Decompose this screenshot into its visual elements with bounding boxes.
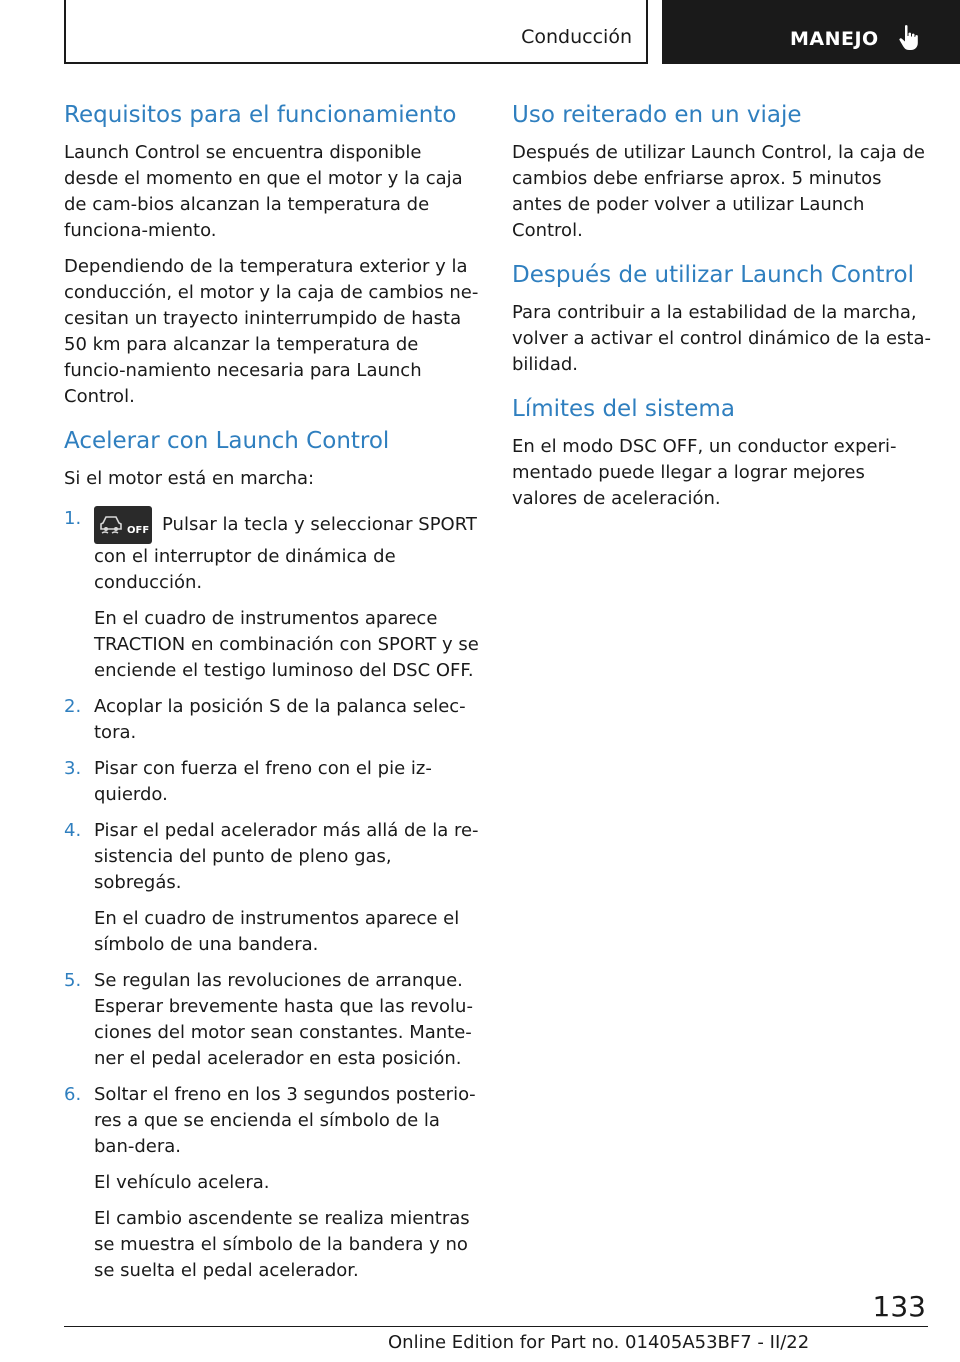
step-1-text-2: En el cuadro de instrumentos aparece TRACTION en combinación con SPORT y se enciende el testigo luminoso del DSC OFF. bbox=[94, 608, 479, 681]
step-2 bbox=[64, 694, 480, 746]
step-3 bbox=[64, 756, 480, 808]
step-4 bbox=[64, 818, 480, 958]
hand-pointer-icon bbox=[898, 24, 920, 52]
after-use-heading: Después de utilizar Launch Control bbox=[512, 262, 914, 288]
step-6 bbox=[64, 1082, 480, 1284]
header-chapter-box bbox=[662, 0, 960, 64]
footer-divider bbox=[64, 1326, 928, 1327]
right-column bbox=[512, 98, 932, 526]
step-2-text-1: Acoplar la posición S de la palanca selec‐tora. bbox=[94, 696, 466, 743]
repeated-use-text: Después de utilizar Launch Control, la caja de cambios debe enfriarse aprox. 5 minutos antes de poder volver a utilizar Launch Control. bbox=[512, 142, 925, 241]
accelerate-intro: Si el motor está en marcha: bbox=[64, 468, 315, 489]
step-5-text-1: Se regulan las revoluciones de arranque. Esperar brevemente hasta que las revolu‐ciones del motor sean constantes. Mante‐ner el pedal acelerador en esta posición. bbox=[94, 970, 473, 1069]
after-use-section bbox=[512, 258, 932, 378]
edition-text: Online Edition for Part no. 01405A53BF7 - II/22 bbox=[388, 1332, 810, 1353]
step-3-text-1: Pisar con fuerza el freno con el pie iz‐quierdo. bbox=[94, 758, 432, 805]
step-number: 3. bbox=[64, 758, 82, 779]
header-section-box bbox=[64, 0, 648, 64]
step-6-text-2: El vehículo acelera. bbox=[94, 1172, 270, 1193]
step-number: 2. bbox=[64, 696, 82, 717]
header-section-title: Conducción bbox=[521, 26, 632, 48]
page-number: 133 bbox=[872, 1290, 926, 1323]
step-6-text-3: El cambio ascendente se realiza mientras se muestra el símbolo de la bandera y no se suelta el pedal acelerador. bbox=[94, 1208, 470, 1281]
system-limits-text: En el modo DSC OFF, un conductor experi‐mentado puede llegar a lograr mejores valores de aceleración. bbox=[512, 436, 897, 509]
header-chapter-title: MANEJO bbox=[790, 28, 879, 50]
dsc-off-button-icon bbox=[94, 506, 152, 544]
step-number: 1. bbox=[64, 508, 82, 529]
step-4-text-1: Pisar el pedal acelerador más allá de la re‐sistencia del punto de pleno gas, sobregás. bbox=[94, 820, 479, 893]
left-column bbox=[64, 98, 480, 1298]
after-use-text: Para contribuir a la estabilidad de la marcha, volver a activar el control dinámico de la esta‐bilidad. bbox=[512, 302, 932, 375]
repeated-use-section bbox=[512, 98, 932, 244]
dsc-car-skid-icon bbox=[98, 513, 124, 537]
requirements-section bbox=[64, 98, 480, 410]
step-number: 4. bbox=[64, 820, 82, 841]
repeated-use-heading: Uso reiterado en un viaje bbox=[512, 102, 802, 128]
dsc-off-label: OFF bbox=[127, 525, 150, 536]
system-limits-section bbox=[512, 392, 932, 512]
step-1 bbox=[64, 506, 480, 684]
step-number: 6. bbox=[64, 1084, 82, 1105]
step-number: 5. bbox=[64, 970, 82, 991]
requirements-paragraph-2: Dependiendo de la temperatura exterior y la conducción, el motor y la caja de cambios ne‐cesitan un trayecto ininterrumpido de hasta 50 km para alcanzar la temperatura de funcio‐namiento necesaria para Launch Control. bbox=[64, 256, 479, 407]
system-limits-heading: Límites del sistema bbox=[512, 396, 735, 422]
step-5 bbox=[64, 968, 480, 1072]
accelerate-section bbox=[64, 424, 480, 1284]
requirements-paragraph-1: Launch Control se encuentra disponible desde el momento en que el motor y la caja de cam‐bios alcanzan la temperatura de funciona‐miento. bbox=[64, 142, 463, 241]
requirements-heading: Requisitos para el funcionamiento bbox=[64, 102, 457, 128]
step-4-text-2: En el cuadro de instrumentos aparece el símbolo de una bandera. bbox=[94, 908, 460, 955]
accelerate-heading: Acelerar con Launch Control bbox=[64, 428, 390, 454]
step-1-text-1: Pulsar la tecla y seleccionar SPORT con el interruptor de dinámica de conducción. bbox=[94, 514, 477, 593]
step-6-text-1: Soltar el freno en los 3 segundos posterio‐res a que se encienda el símbolo de la ban‐dera. bbox=[94, 1084, 476, 1157]
steps-list bbox=[64, 506, 480, 1284]
step-text bbox=[94, 506, 480, 596]
